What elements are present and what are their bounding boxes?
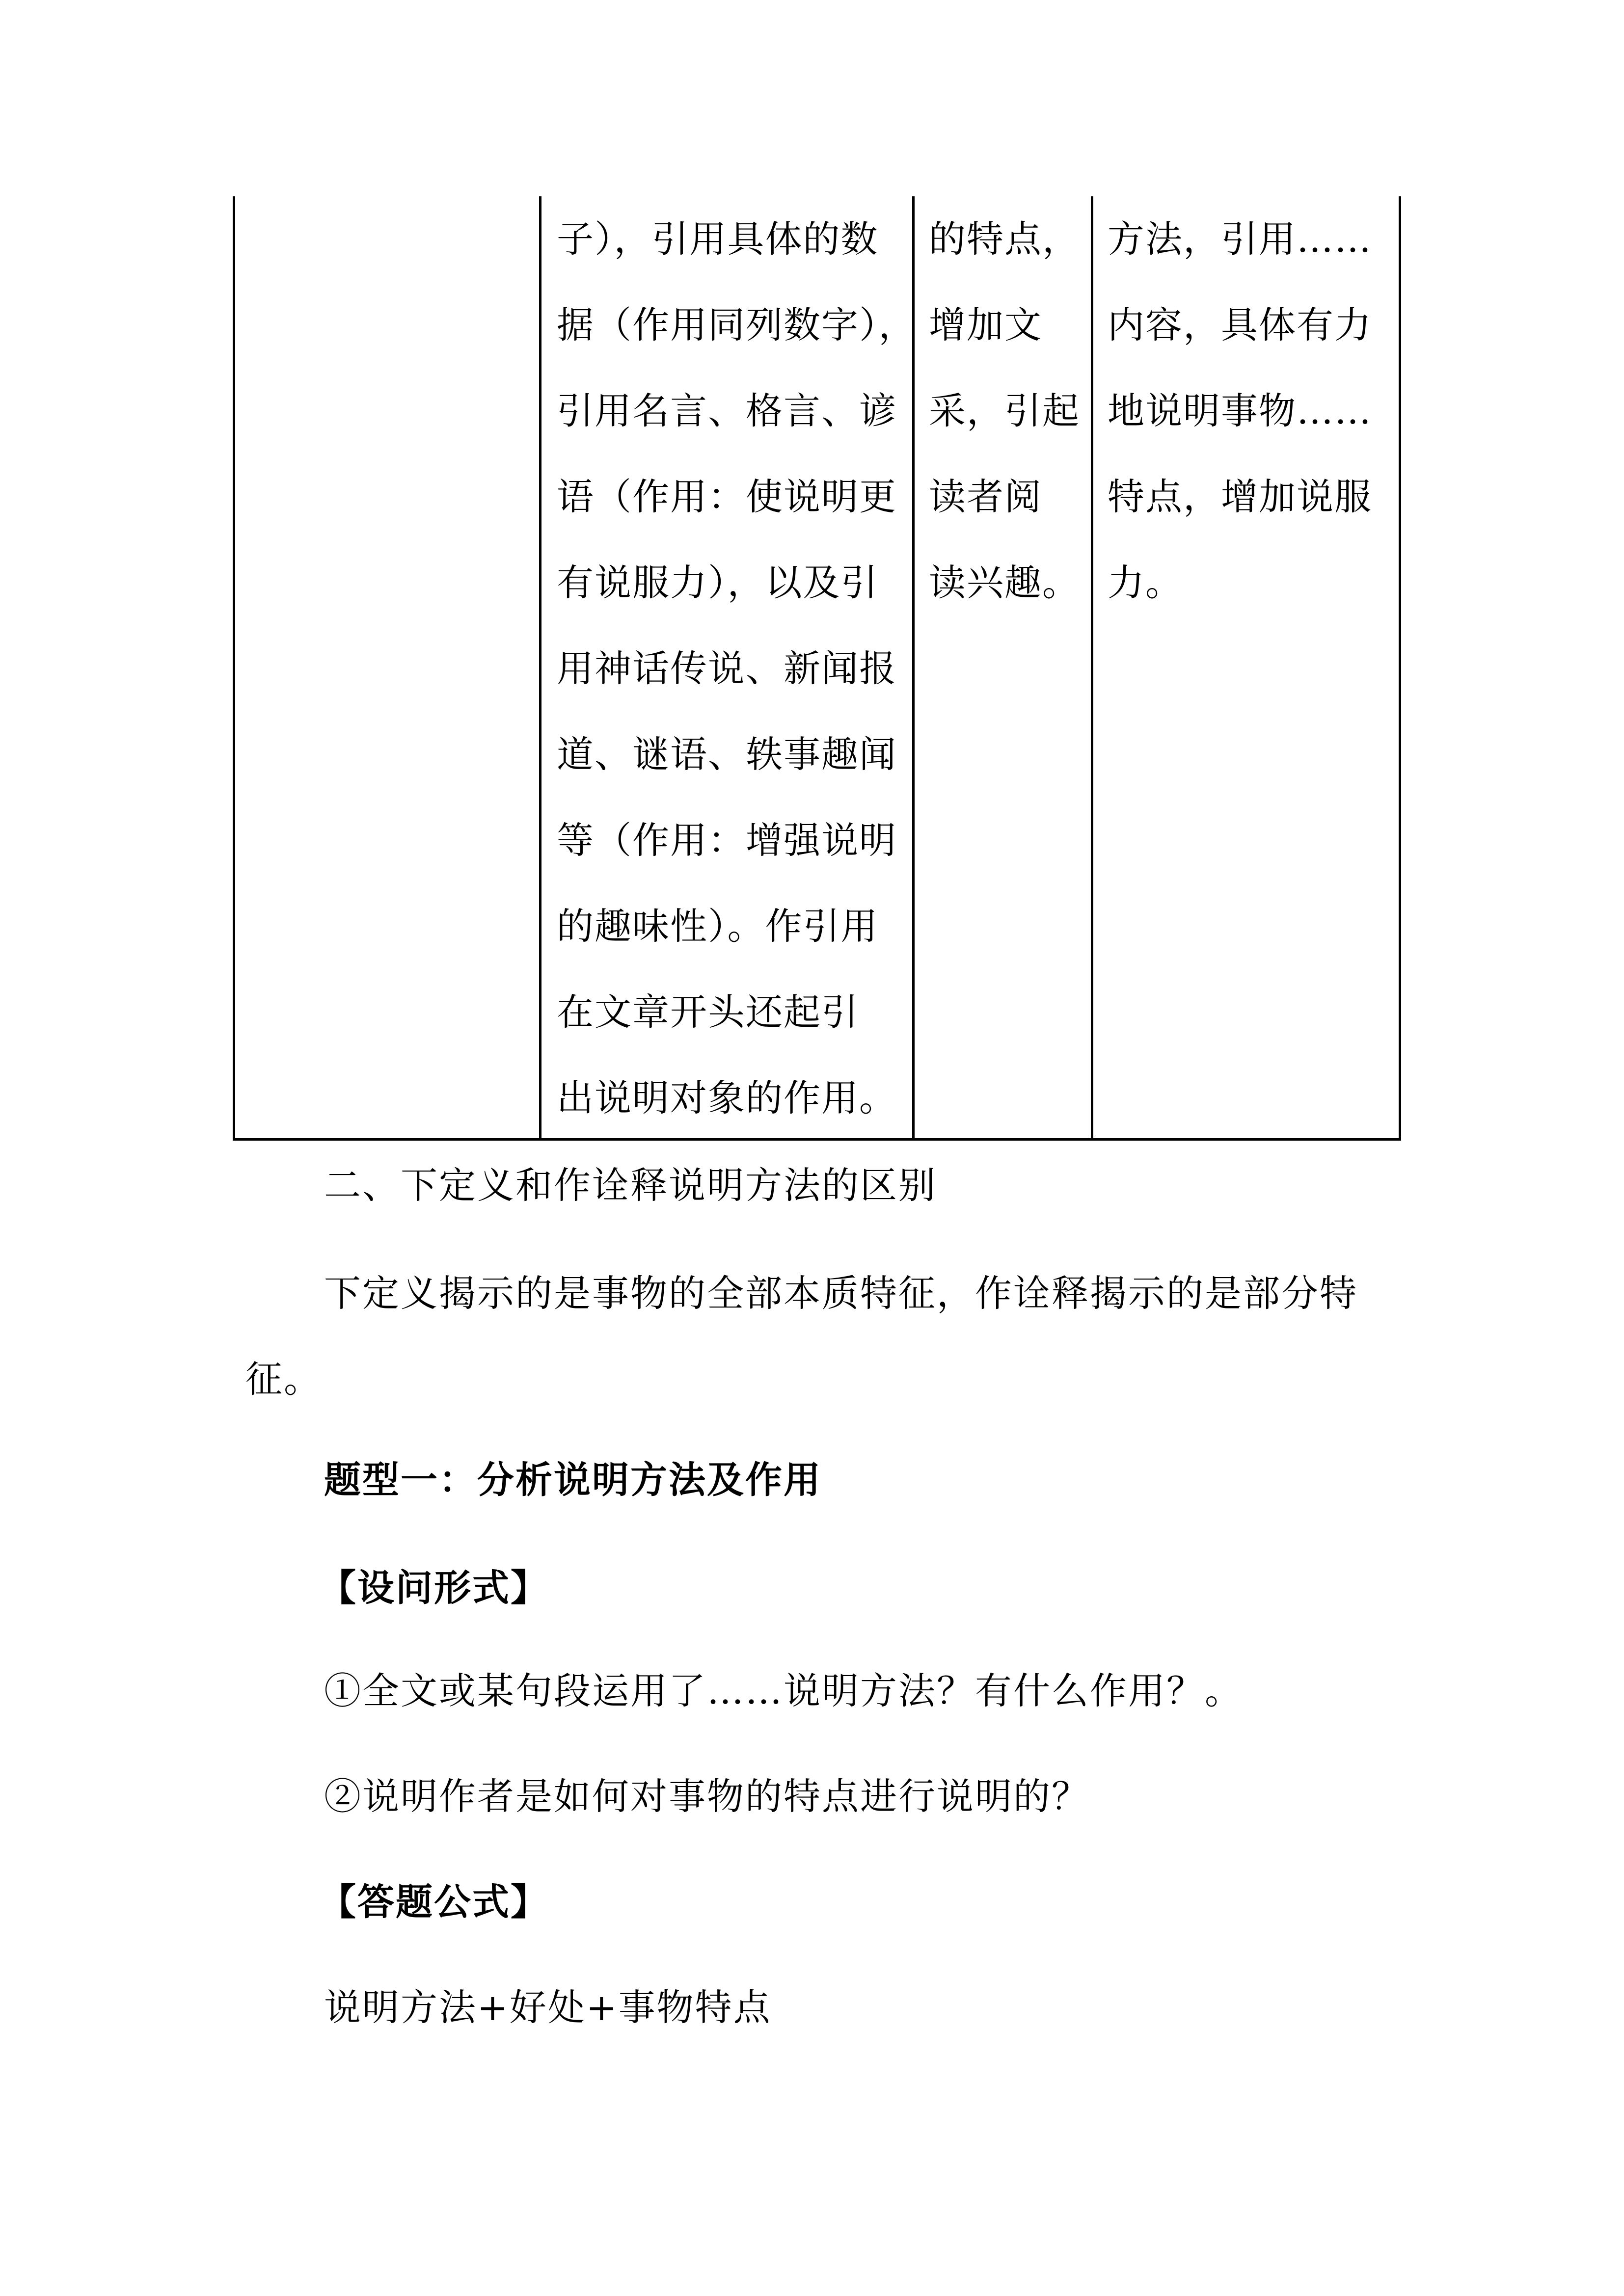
section-two-body-line-1: 下定义揭示的是事物的全部本质特征，作诠释揭示的是部分特	[324, 1272, 1358, 1315]
cell-line: 用神话传说、新闻报	[557, 647, 897, 690]
cell-line: 读者阅	[929, 475, 1043, 518]
cell-line: 引用名言、格言、谚	[557, 389, 897, 432]
cell-line: 地说明事物……	[1108, 389, 1373, 432]
cell-line: 读兴趣。	[929, 561, 1081, 604]
table-border-right	[1399, 196, 1401, 1141]
cell-line: 内容，具体有力	[1108, 303, 1373, 347]
cell-line: 据（作用同列数字），	[557, 303, 917, 347]
cell-line: 采，引起	[929, 389, 1081, 432]
cell-effect	[929, 196, 1080, 626]
cell-line: 的特点，	[929, 217, 1081, 261]
cell-answer-formula	[1108, 196, 1372, 626]
section-two-body-line-2: 征。	[245, 1358, 323, 1401]
cell-line: 增加文	[929, 303, 1043, 347]
cell-line: 出说明对象的作用。	[557, 1076, 897, 1120]
table-divider-1	[539, 196, 541, 1141]
cell-line: 特点，增加说服	[1108, 475, 1373, 518]
answer-formula-label: 【答题公式】	[319, 1880, 549, 1923]
cell-line: 方法，引用……	[1108, 217, 1373, 261]
cell-line: 有说服力），以及引	[557, 561, 879, 604]
table-divider-3	[1091, 196, 1093, 1141]
method-table	[233, 196, 1401, 1141]
ask-form-label: 【设问形式】	[319, 1566, 549, 1609]
table-border-left	[233, 196, 235, 1141]
cell-line: 的趣味性）。作引用	[557, 905, 879, 948]
cell-line: 力。	[1108, 561, 1184, 604]
answer-formula: 说明方法+好处+事物特点	[324, 1986, 772, 2029]
cell-line: 子），引用具体的数	[557, 217, 879, 261]
cell-line: 语（作用：使说明更	[557, 475, 897, 518]
ask-item-1: ①全文或某句段运用了……说明方法？有什么作用？。	[324, 1669, 1244, 1712]
question-type-title: 题型一：分析说明方法及作用	[324, 1458, 822, 1501]
cell-line: 在文章开头还起引	[557, 990, 860, 1034]
cell-line: 等（作用：增强说明	[557, 819, 897, 862]
section-two-heading: 二、下定义和作诠释说明方法的区别	[324, 1164, 937, 1207]
cell-line: 道、谜语、轶事趣闻	[557, 733, 897, 776]
ask-item-2: ②说明作者是如何对事物的特点进行说明的？	[324, 1775, 1090, 1818]
cell-method-description	[557, 196, 917, 1141]
